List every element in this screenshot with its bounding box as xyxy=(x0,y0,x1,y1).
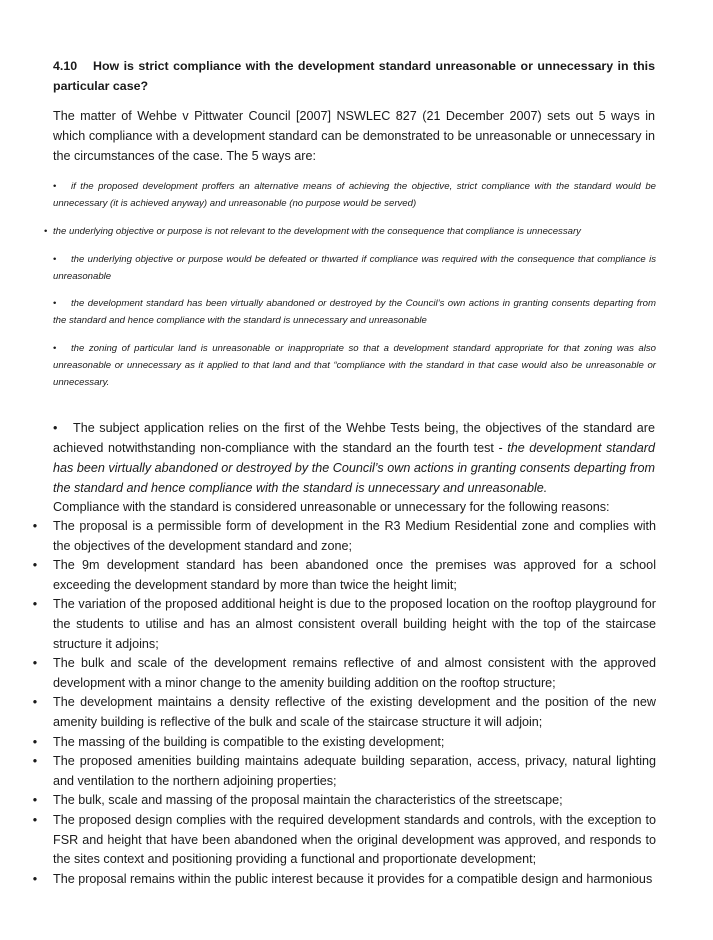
reasons-lead-in: Compliance with the standard is considered unreasonable or unnecessary for the following reasons: xyxy=(53,500,610,514)
reason-item xyxy=(30,556,656,595)
section-heading xyxy=(53,56,655,96)
reason-text: The development maintains a density reflective of the existing development and the position of the new amenity building is reflective of the bulk and scale of the staircase structure it will adjoin; xyxy=(53,695,656,729)
wehbe-test-text: the zoning of particular land is unreasonable or inappropriate so that a development standard appropriate for that zoning was also unreasonable or unnecessary as it applied to that land and that “compliance with the standard in that case would also be unreasonable or unnecessary. xyxy=(53,343,656,388)
wehbe-test-item xyxy=(53,178,656,212)
reason-item xyxy=(30,752,656,791)
reasons-list xyxy=(30,517,656,889)
reason-text: The bulk, scale and massing of the proposal maintain the characteristics of the streetscape; xyxy=(53,793,563,808)
bullet-glyph: • xyxy=(53,298,57,309)
reason-text: The proposal remains within the public interest because it provides for a compatible design and harmonious xyxy=(53,871,653,886)
reliance-paragraph xyxy=(53,418,655,498)
reason-item xyxy=(30,811,656,870)
bullet-glyph: • xyxy=(32,793,38,808)
bullet-glyph: • xyxy=(32,558,38,573)
bullet-glyph: • xyxy=(32,871,38,886)
bullet-glyph: • xyxy=(32,519,38,533)
bullet-glyph: • xyxy=(32,812,38,827)
wehbe-test-text: the development standard has been virtually abandoned or destroyed by the Council’s own actions in granting consents departing from the standard and hence compliance with the standard is unnecessary and unreasonable xyxy=(53,298,656,326)
bullet-glyph: • xyxy=(53,421,58,435)
bullet-glyph: • xyxy=(32,656,38,671)
wehbe-test-text: the underlying objective or purpose is not relevant to the development with the consequence that compliance is unnecessary xyxy=(53,226,581,237)
section-number: 4.10 xyxy=(53,59,78,73)
bullet-glyph: • xyxy=(53,254,57,265)
reason-item xyxy=(30,517,656,556)
reason-text: The bulk and scale of the development remains reflective of and almost consistent with the approved development with a minor change to the amenity building addition on the rooftop structure; xyxy=(53,656,656,690)
intro-paragraph: The matter of Wehbe v Pittwater Council [2007] NSWLEC 827 (21 December 2007) sets out 5 ways in which compliance with a development standard can be demonstrated to be unreasonable or unnecessary in the circumstances of the case. The 5 ways are: xyxy=(53,109,655,163)
bullet-glyph: • xyxy=(32,597,38,612)
bullet-glyph: • xyxy=(53,343,57,354)
reason-text: The proposed design complies with the required development standards and controls, with the exception to FSR and height that have been abandoned when the original development was approved, and responds to the sites context and positioning providing a functional and proportionate development; xyxy=(53,812,656,867)
bullet-glyph: • xyxy=(53,181,57,192)
reason-item xyxy=(30,654,656,693)
bullet-glyph: • xyxy=(44,226,48,237)
reason-item xyxy=(30,791,656,811)
reliance-italic-text: the development standard has been virtually abandoned or destroyed by the Council’s own actions in granting consents departing from the standard and hence compliance with the standard is unnecessary and unreasonable. xyxy=(53,441,655,495)
wehbe-test-item xyxy=(53,251,656,285)
reason-item xyxy=(30,870,656,890)
reliance-plain-text: The subject application relies on the first of the Wehbe Tests being, the objectives of the standard are achieved notwithstanding non-compliance with the standard an the fourth test - xyxy=(53,421,655,455)
wehbe-test-item xyxy=(53,340,656,391)
reason-item xyxy=(30,693,656,732)
wehbe-test-item xyxy=(44,223,656,240)
wehbe-test-text: the underlying objective or purpose would be defeated or thwarted if compliance was required with the consequence that compliance is unreasonable xyxy=(53,254,656,282)
wehbe-test-text: if the proposed development proffers an alternative means of achieving the objective, strict compliance with the standard would be unnecessary (it is achieved anyway) and unreasonable (no purpose would be served) xyxy=(53,181,656,209)
reason-item xyxy=(30,595,656,654)
reason-text: The proposal is a permissible form of development in the R3 Medium Residential zone and complies with the objectives of the development standard and zone; xyxy=(53,519,656,553)
bullet-glyph: • xyxy=(32,695,38,710)
section-heading-text: How is strict compliance with the development standard unreasonable or unnecessary in this particular case? xyxy=(53,59,655,93)
bullet-glyph: • xyxy=(32,754,38,769)
reason-text: The variation of the proposed additional height is due to the proposed location on the rooftop playground for the students to utilise and has an almost consistent overall building height with the top of the staircase structure it adjoins; xyxy=(53,597,656,651)
bullet-glyph: • xyxy=(32,734,38,749)
wehbe-test-item xyxy=(53,295,656,329)
reason-text: The proposed amenities building maintains adequate building separation, access, privacy, natural lighting and ventilation to the northern adjoining properties; xyxy=(53,754,656,788)
reason-text: The massing of the building is compatible to the existing development; xyxy=(53,734,445,749)
reason-item xyxy=(30,733,656,753)
reason-text: The 9m development standard has been abandoned once the premises was approved for a school exceeding the development standard by more than twice the height limit; xyxy=(53,558,656,592)
